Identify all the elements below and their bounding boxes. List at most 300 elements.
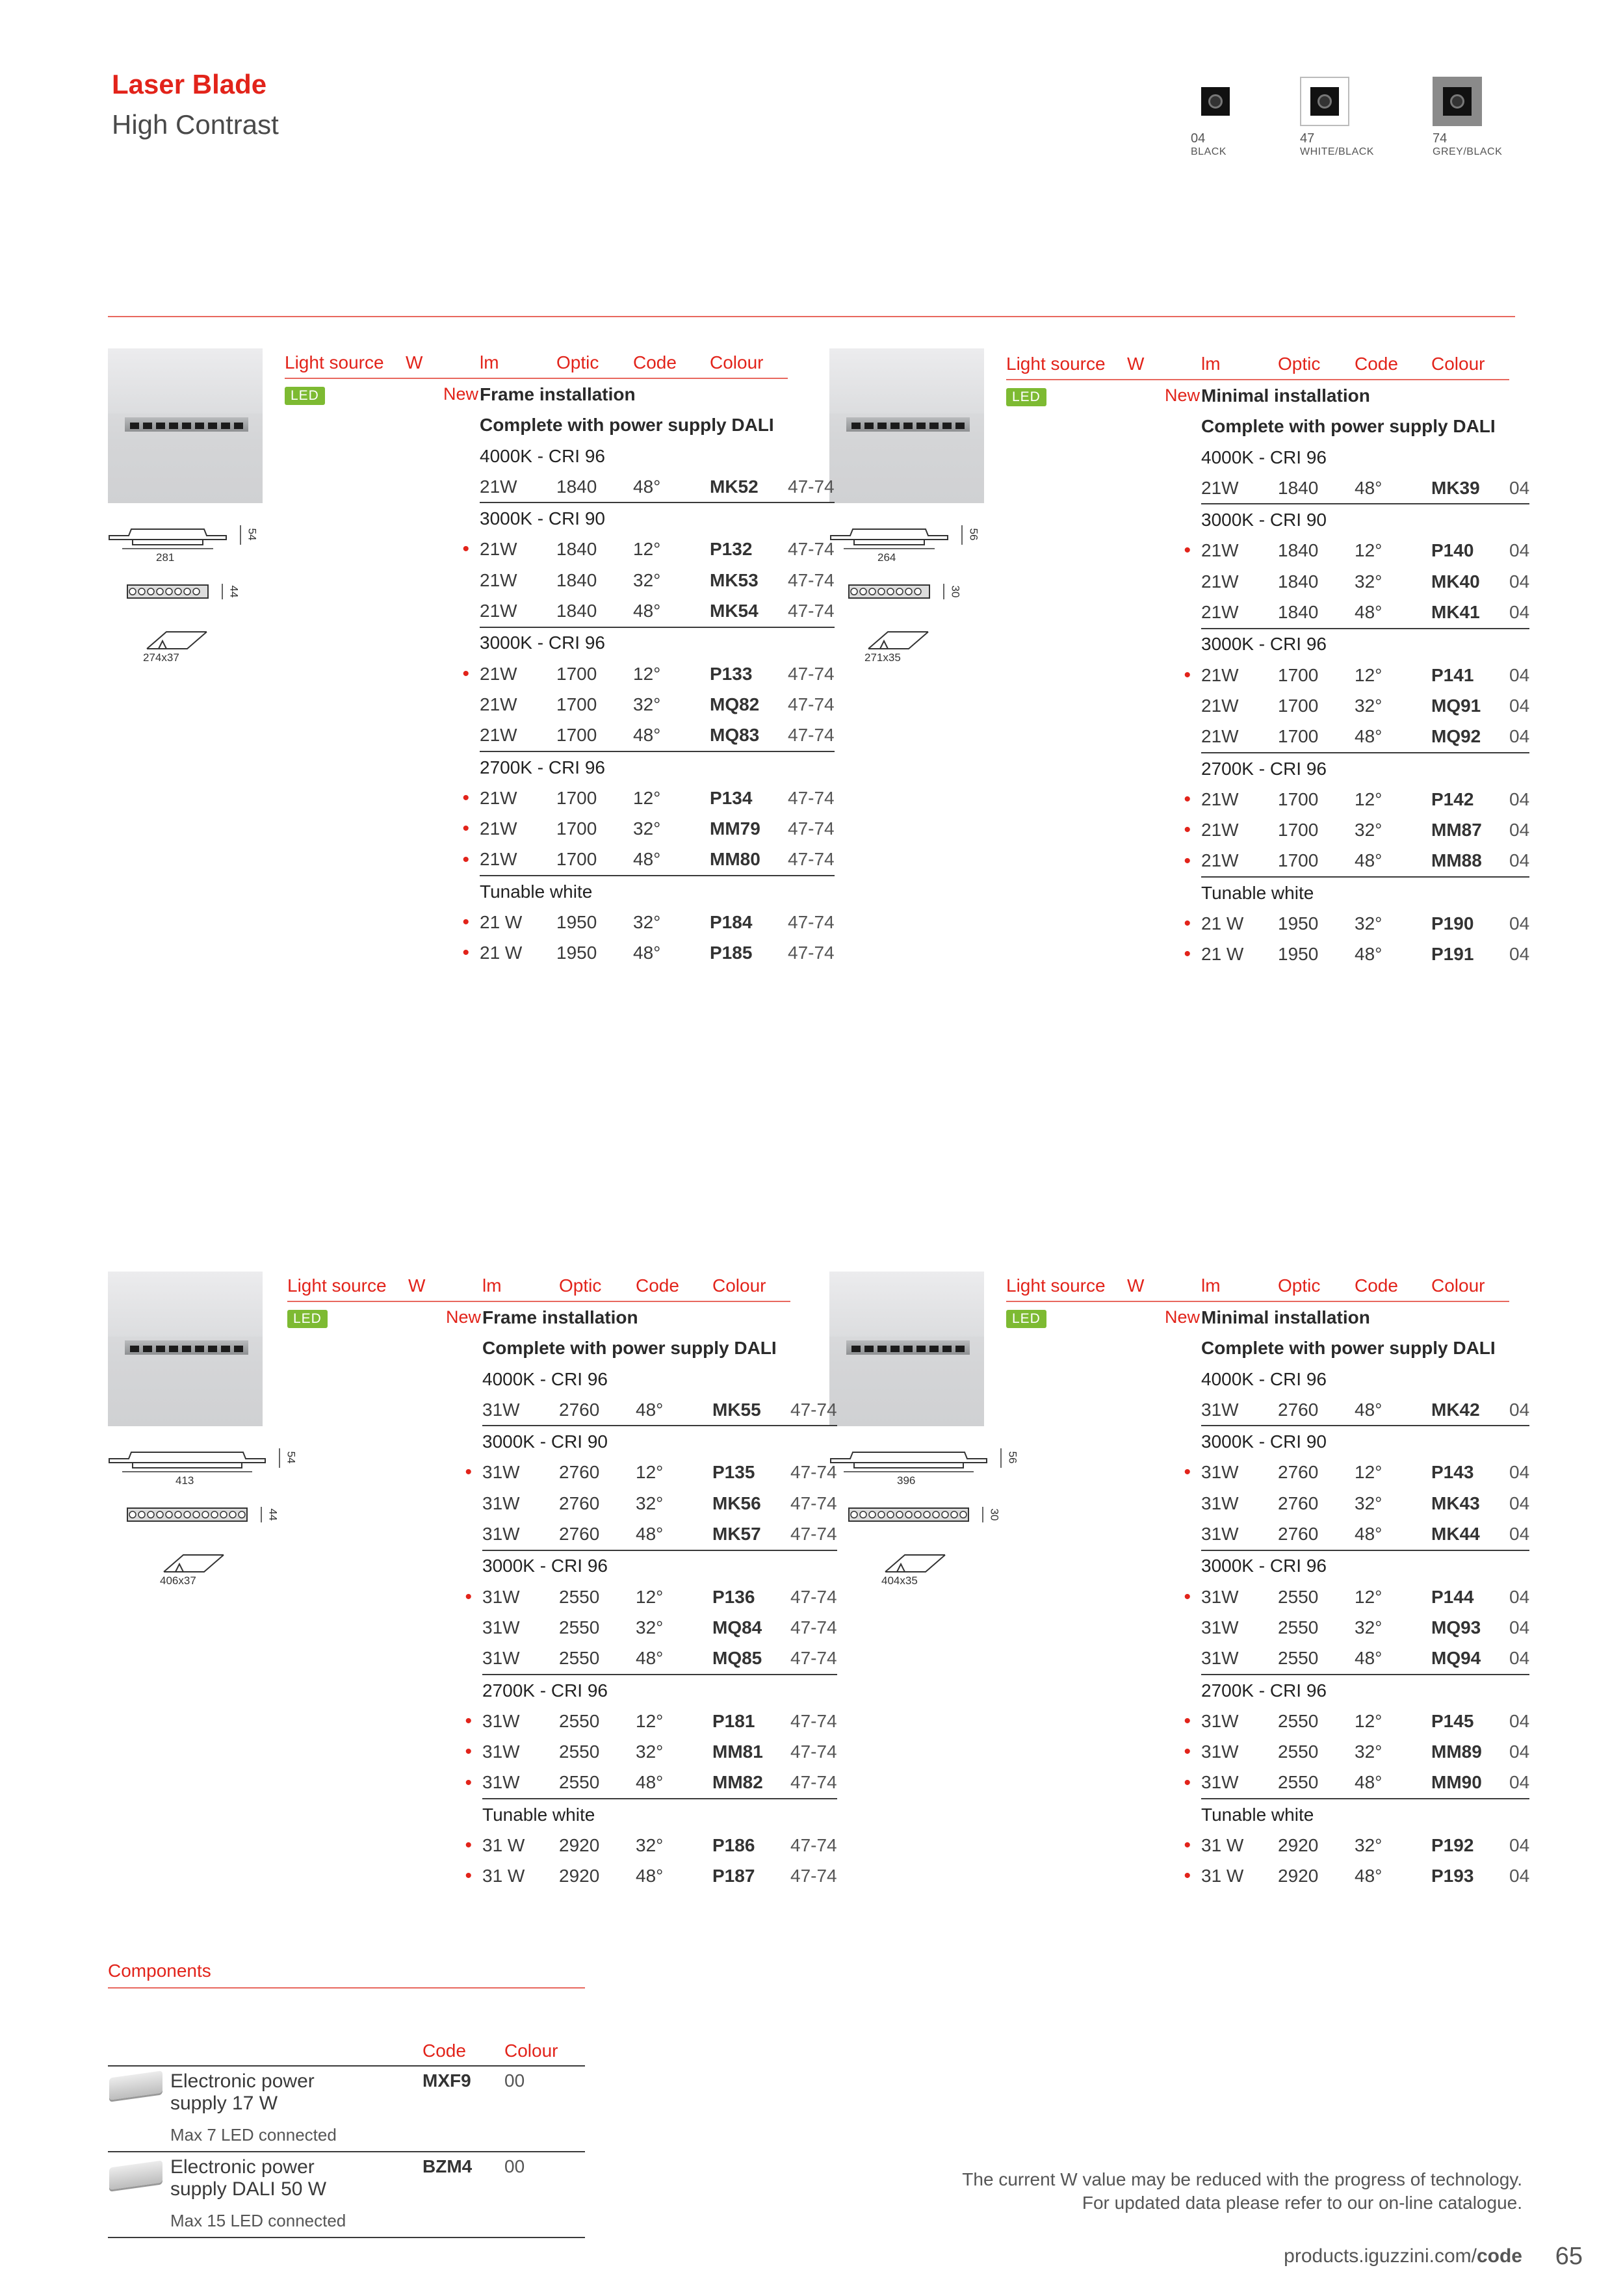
cell-colour: 04 [1509, 1643, 1529, 1675]
new-product-dot [1127, 690, 1201, 721]
cell-colour: 47-74 [788, 844, 835, 876]
spacer [287, 1861, 408, 1892]
spacer [285, 471, 406, 502]
new-product-dot: • [1184, 1741, 1191, 1763]
cell-optic: 12° [1355, 1462, 1383, 1483]
group-row [285, 441, 835, 471]
cell-wattage: 31 W [482, 1834, 525, 1855]
new-product-dot: • [462, 911, 469, 933]
new-product-dot [1127, 1612, 1201, 1643]
new-product-dot: • [465, 1865, 472, 1887]
table-row [285, 471, 835, 502]
new-product-dot: • [1184, 1461, 1191, 1483]
cell-code: P133 [710, 663, 753, 684]
component-name: Electronic power supply DALI 50 W [170, 2156, 327, 2200]
components-colour-header: Colour [504, 2041, 558, 2061]
spacer [1006, 1519, 1127, 1550]
table-row [285, 689, 835, 720]
cell-lumen: 1700 [556, 818, 597, 839]
component-row [108, 2065, 585, 2151]
cell-colour: 47-74 [790, 1742, 837, 1762]
cell-wattage: 31W [1201, 1519, 1278, 1550]
cell-code: MK39 [1431, 473, 1509, 504]
header-optic: Optic [1278, 348, 1355, 380]
group-label: 2700K - CRI 96 [1201, 1680, 1327, 1701]
swatch-white-black [1300, 77, 1374, 158]
cell-code: P141 [1431, 664, 1474, 685]
cell-colour: 04 [1509, 1768, 1529, 1799]
new-product-dot: • [1184, 912, 1191, 934]
cell-wattage: 21W [1201, 597, 1278, 628]
led-cell [1006, 380, 1127, 411]
cell-optic: 12° [1355, 664, 1383, 685]
cell-colour: 04 [1509, 1586, 1530, 1607]
cell-wattage: 21W [480, 595, 556, 627]
cell-code: P192 [1431, 1834, 1474, 1855]
led-cell [208, 423, 217, 429]
new-product-dot: • [1184, 788, 1191, 810]
new-product-dot [1127, 722, 1201, 753]
led-badge: LED [1006, 1310, 1046, 1328]
led-badge: LED [287, 1310, 328, 1328]
group-label: 3000K - CRI 90 [480, 508, 605, 529]
components-divider [108, 1987, 585, 1989]
group-label: 3000K - CRI 96 [480, 633, 605, 653]
group-row [285, 502, 835, 534]
table-row [285, 938, 835, 969]
led-cell [234, 423, 243, 429]
header-colour: Colour [1431, 348, 1509, 380]
cell-lumen: 1700 [556, 787, 597, 808]
dimension-cutout: 406x37 [160, 1574, 196, 1587]
spacer [287, 1799, 482, 1830]
url-code: code [1476, 2245, 1522, 2267]
cell-code: MM90 [1431, 1768, 1509, 1799]
installation-type: Minimal installation [1201, 1307, 1370, 1327]
group-label: Tunable white [482, 1804, 595, 1825]
cell-lumen: 2550 [1278, 1742, 1319, 1762]
cell-lumen: 1700 [1278, 664, 1319, 685]
cell-code: P143 [1431, 1462, 1474, 1483]
cell-code: MK56 [712, 1493, 761, 1513]
spacer [287, 1550, 482, 1582]
cell-lumen: 2760 [1278, 1519, 1355, 1550]
cell-code: MM80 [710, 844, 788, 876]
group-label: 3000K - CRI 90 [482, 1431, 608, 1452]
header-divider [108, 316, 1515, 317]
cell-colour: 04 [1509, 1394, 1529, 1426]
led-lens [851, 1511, 857, 1518]
cell-code: P142 [1431, 789, 1474, 809]
spacer [1006, 1333, 1201, 1364]
new-product-dot: • [1184, 540, 1191, 562]
table-row [287, 1706, 837, 1736]
cell-lumen: 1840 [1278, 597, 1355, 628]
table-row [285, 659, 835, 689]
technical-drawing [829, 520, 1018, 670]
new-product-dot: • [465, 1585, 472, 1608]
technical-drawing [108, 520, 296, 670]
cell-optic: 48° [1355, 944, 1383, 965]
cell-wattage: 21 W [480, 943, 523, 963]
cell-lumen: 2550 [559, 1710, 600, 1731]
group-label: 3000K - CRI 96 [1201, 1556, 1327, 1576]
cell-lumen: 2760 [1278, 1394, 1355, 1426]
spacer [285, 595, 406, 627]
led-lens [915, 1511, 921, 1518]
led-lens [129, 588, 136, 595]
led-cell [143, 1346, 152, 1352]
spacer [285, 534, 406, 565]
cell-code: MQ85 [712, 1643, 790, 1675]
cell-lumen: 1700 [556, 844, 633, 876]
new-label: New [445, 1307, 481, 1327]
new-product-dot [406, 565, 480, 595]
led-lens [166, 1511, 172, 1518]
led-lens [878, 1511, 885, 1518]
cell-optic: 48° [1355, 1394, 1431, 1426]
led-cell [903, 1346, 913, 1352]
cell-code: MM87 [1431, 820, 1482, 841]
cell-optic: 32° [1355, 913, 1383, 933]
cutout-icon [885, 1555, 945, 1572]
led-lens [924, 1511, 930, 1518]
supply-row [287, 1333, 837, 1364]
ceiling-shade [108, 348, 263, 413]
spacer [285, 938, 406, 969]
cell-code: P190 [1431, 913, 1474, 933]
cell-lumen: 1700 [556, 663, 597, 684]
table-row [1006, 1457, 1529, 1488]
spacer [287, 1736, 408, 1767]
led-cell [864, 1346, 874, 1352]
cell-code: P136 [712, 1586, 755, 1607]
header-optic: Optic [559, 1270, 636, 1301]
spacer [287, 1706, 408, 1736]
cell-lumen: 1700 [1278, 846, 1355, 877]
cell-colour: 04 [1509, 1866, 1530, 1886]
new-label: New [443, 384, 478, 404]
table-row [287, 1394, 837, 1426]
led-lens [175, 588, 181, 595]
cell-wattage: 21W [1201, 695, 1239, 716]
table-row [1006, 939, 1529, 970]
new-product-dot [1127, 597, 1201, 628]
table-row [285, 844, 835, 876]
spacer [287, 1582, 408, 1612]
cell-lumen: 2550 [559, 1742, 600, 1762]
new-product-dot [408, 1643, 482, 1675]
spacer [1006, 536, 1127, 566]
led-lens [915, 588, 921, 595]
cell-wattage: 31W [482, 1617, 520, 1637]
new-product-dot [406, 471, 480, 502]
spacer [1006, 939, 1127, 970]
dimension-depth: 30 [988, 1508, 1001, 1521]
cell-optic: 12° [1355, 1586, 1383, 1607]
spacer [287, 1768, 408, 1799]
led-lens [138, 588, 145, 595]
group-row [285, 627, 835, 659]
led-cell [864, 423, 874, 429]
cell-lumen: 2550 [1278, 1710, 1319, 1731]
new-product-dot: • [1184, 1585, 1191, 1608]
cell-lumen: 2760 [559, 1394, 636, 1426]
group-row [287, 1364, 837, 1394]
header-code: Code [1355, 1270, 1431, 1301]
cell-optic: 48° [633, 943, 661, 963]
led-cell [851, 423, 861, 429]
cell-optic: 48° [636, 1394, 712, 1426]
cell-optic: 48° [1355, 846, 1431, 877]
ceiling-shade [108, 1272, 263, 1337]
header-lm: lm [1201, 1270, 1278, 1301]
new-product-dot [408, 1394, 482, 1426]
cell-wattage: 31W [482, 1394, 559, 1426]
table-row [1006, 690, 1529, 721]
led-badge: LED [285, 387, 325, 405]
cell-colour: 47-74 [790, 1617, 837, 1637]
spacer [287, 1519, 408, 1550]
spacer [285, 907, 406, 937]
spacer [1006, 1736, 1127, 1767]
cell-code: MK44 [1431, 1519, 1509, 1550]
side-profile [831, 529, 948, 540]
group-row [1006, 504, 1529, 535]
cell-optic: 48° [633, 595, 710, 627]
cell-lumen: 1700 [1278, 695, 1319, 716]
new-label: New [1164, 385, 1200, 406]
header-light-source: Light source [287, 1270, 408, 1301]
group-row [287, 1426, 837, 1457]
cell-optic: 32° [1355, 571, 1383, 592]
new-product-dot: • [465, 1834, 472, 1856]
led-cell [929, 423, 939, 429]
cell-wattage: 21W [1201, 473, 1278, 504]
spacer [287, 1830, 408, 1860]
spacer [1006, 690, 1127, 721]
spacer [285, 689, 406, 720]
cell-optic: 12° [1355, 1710, 1383, 1731]
cell-colour: 04 [1509, 571, 1530, 592]
led-cell [169, 1346, 178, 1352]
cell-optic: 48° [636, 1866, 664, 1886]
led-lens [166, 588, 172, 595]
group-row [1006, 1364, 1529, 1394]
cell-wattage: 21W [480, 694, 517, 714]
spacer [285, 659, 406, 689]
cell-code: MQ84 [712, 1617, 762, 1637]
cell-wattage: 31W [1201, 1586, 1239, 1607]
spacer [285, 813, 406, 844]
led-lens [229, 1511, 236, 1518]
header-light-source: Light source [285, 347, 406, 378]
cutout-icon [147, 632, 207, 649]
group-label: 3000K - CRI 90 [1201, 1431, 1327, 1452]
group-label: 4000K - CRI 96 [480, 445, 605, 466]
cell-colour: 47-74 [790, 1462, 837, 1483]
side-profile [109, 1452, 265, 1463]
cell-colour: 04 [1509, 820, 1530, 841]
led-lens [851, 588, 857, 595]
led-lens [960, 1511, 967, 1518]
cell-optic: 48° [633, 844, 710, 876]
led-cell [156, 1346, 165, 1352]
table-row [1006, 815, 1529, 845]
supply-row [1006, 411, 1529, 442]
cell-colour: 04 [1509, 1710, 1530, 1731]
new-product-dot: • [1184, 1771, 1191, 1794]
new-product-dot [408, 1612, 482, 1643]
dimension-height: 54 [285, 1451, 298, 1464]
table-header-row [1006, 1270, 1529, 1301]
new-product-dot: • [465, 1771, 472, 1794]
cell-lumen: 2920 [559, 1866, 600, 1886]
cell-optic: 48° [636, 1768, 712, 1799]
group-label: 4000K - CRI 96 [482, 1368, 608, 1389]
cell-code: MK41 [1431, 597, 1509, 628]
header-colour: Colour [1431, 1270, 1509, 1301]
led-cell [234, 1346, 243, 1352]
cell-wattage: 21W [1201, 664, 1239, 685]
new-product-dot [1127, 1519, 1201, 1550]
header-w: W [1127, 348, 1201, 380]
led-cell [221, 1346, 230, 1352]
spacer [287, 1675, 482, 1706]
spacer [1006, 1488, 1127, 1519]
new-product-dot: • [465, 1710, 472, 1732]
catalogue-link[interactable] [1284, 2245, 1522, 2267]
led-cell [195, 423, 204, 429]
cell-lumen: 2550 [1278, 1617, 1319, 1637]
cell-colour: 47-74 [788, 595, 835, 627]
spacer [1006, 846, 1127, 877]
cell-optic: 48° [1355, 1866, 1383, 1886]
table-row [1006, 1488, 1529, 1519]
cell-colour: 04 [1509, 695, 1530, 716]
cell-code: MK42 [1431, 1394, 1509, 1426]
led-lens [951, 1511, 957, 1518]
led-lens [184, 588, 190, 595]
cell-lumen: 1840 [556, 595, 633, 627]
finish-white-black-icon [1310, 87, 1339, 116]
table-row [1006, 722, 1529, 753]
cell-optic: 48° [1355, 1519, 1431, 1550]
cell-optic: 32° [636, 1617, 664, 1637]
cell-optic: 48° [1355, 597, 1431, 628]
table-row [1006, 566, 1529, 597]
cell-wattage: 31W [1201, 1493, 1239, 1513]
spacer [1006, 1861, 1127, 1892]
product-subtitle: High Contrast [112, 109, 279, 140]
cell-wattage: 21W [1201, 789, 1239, 809]
new-label: New [1164, 1307, 1200, 1327]
group-label: 2700K - CRI 96 [482, 1680, 608, 1701]
cell-code: MQ93 [1431, 1617, 1481, 1637]
swatch-number: 47 [1300, 131, 1315, 146]
footnote-line: For updated data please refer to our on-line catalogue. [1082, 2193, 1522, 2213]
new-product-dot [408, 1519, 482, 1550]
led-lens [157, 1511, 163, 1518]
led-cell [890, 423, 900, 429]
header-w: W [406, 347, 480, 378]
new-product-dot: • [462, 818, 469, 840]
group-row [287, 1799, 837, 1830]
table-row [1006, 597, 1529, 628]
dimension-cutout: 404x35 [881, 1574, 918, 1587]
cell-lumen: 1700 [1278, 722, 1355, 753]
spacer [1006, 1426, 1201, 1457]
table-header-row [287, 1270, 837, 1301]
table-row [287, 1768, 837, 1799]
cell-lumen: 2920 [1278, 1834, 1319, 1855]
new-product-dot [408, 1488, 482, 1519]
table-row [1006, 536, 1529, 566]
swatch-name: BLACK [1191, 146, 1227, 157]
cell-optic: 32° [636, 1742, 664, 1762]
led-lens [896, 1511, 903, 1518]
group-row [1006, 877, 1529, 908]
cell-wattage: 21 W [1201, 944, 1244, 965]
led-cell [221, 423, 230, 429]
cell-optic: 32° [636, 1493, 664, 1513]
ceiling-shade [829, 1272, 984, 1337]
spacer [1006, 877, 1201, 908]
group-row [1006, 1550, 1529, 1582]
side-profile [109, 529, 226, 540]
cell-wattage: 31W [482, 1493, 520, 1513]
swatch-grey-black [1433, 77, 1502, 158]
cell-wattage: 21W [480, 663, 517, 684]
table-row [1006, 1582, 1529, 1612]
cell-code: MK54 [710, 595, 788, 627]
dimension-height: 56 [1006, 1451, 1019, 1464]
supply-description: Complete with power supply DALI [482, 1338, 777, 1359]
cell-wattage: 21W [480, 539, 517, 560]
cell-wattage: 21W [1201, 722, 1278, 753]
header-code: Code [633, 347, 710, 378]
cell-code: MM88 [1431, 846, 1509, 877]
cell-colour: 04 [1509, 664, 1530, 685]
spacer [1006, 1706, 1127, 1736]
side-body [854, 1463, 963, 1468]
product-title: Laser Blade [112, 69, 267, 99]
cell-colour: 04 [1509, 473, 1529, 504]
cell-lumen: 2760 [559, 1462, 600, 1483]
cell-colour: 47-74 [788, 911, 835, 932]
cell-optic: 48° [636, 1643, 712, 1675]
cell-lumen: 2920 [559, 1834, 600, 1855]
supply-row [1006, 1333, 1529, 1364]
cell-wattage: 21W [1201, 571, 1239, 592]
spec-table [287, 1270, 837, 1892]
cell-code: MK57 [712, 1519, 790, 1550]
led-cell [287, 1301, 408, 1333]
spacer [285, 565, 406, 595]
led-cell [942, 423, 952, 429]
cell-colour: 47-74 [790, 1586, 837, 1607]
components-title: Components [108, 1961, 211, 1981]
cell-colour: 47-74 [790, 1643, 837, 1675]
swatch-name: WHITE/BLACK [1300, 146, 1374, 157]
cell-lumen: 1700 [556, 694, 597, 714]
component-code: BZM4 [422, 2156, 473, 2176]
led-lens [878, 588, 885, 595]
table-row [287, 1457, 837, 1488]
cell-wattage: 31W [1201, 1710, 1239, 1731]
url-prefix: products.iguzzini.com/ [1284, 2245, 1477, 2267]
group-row [1006, 629, 1529, 660]
